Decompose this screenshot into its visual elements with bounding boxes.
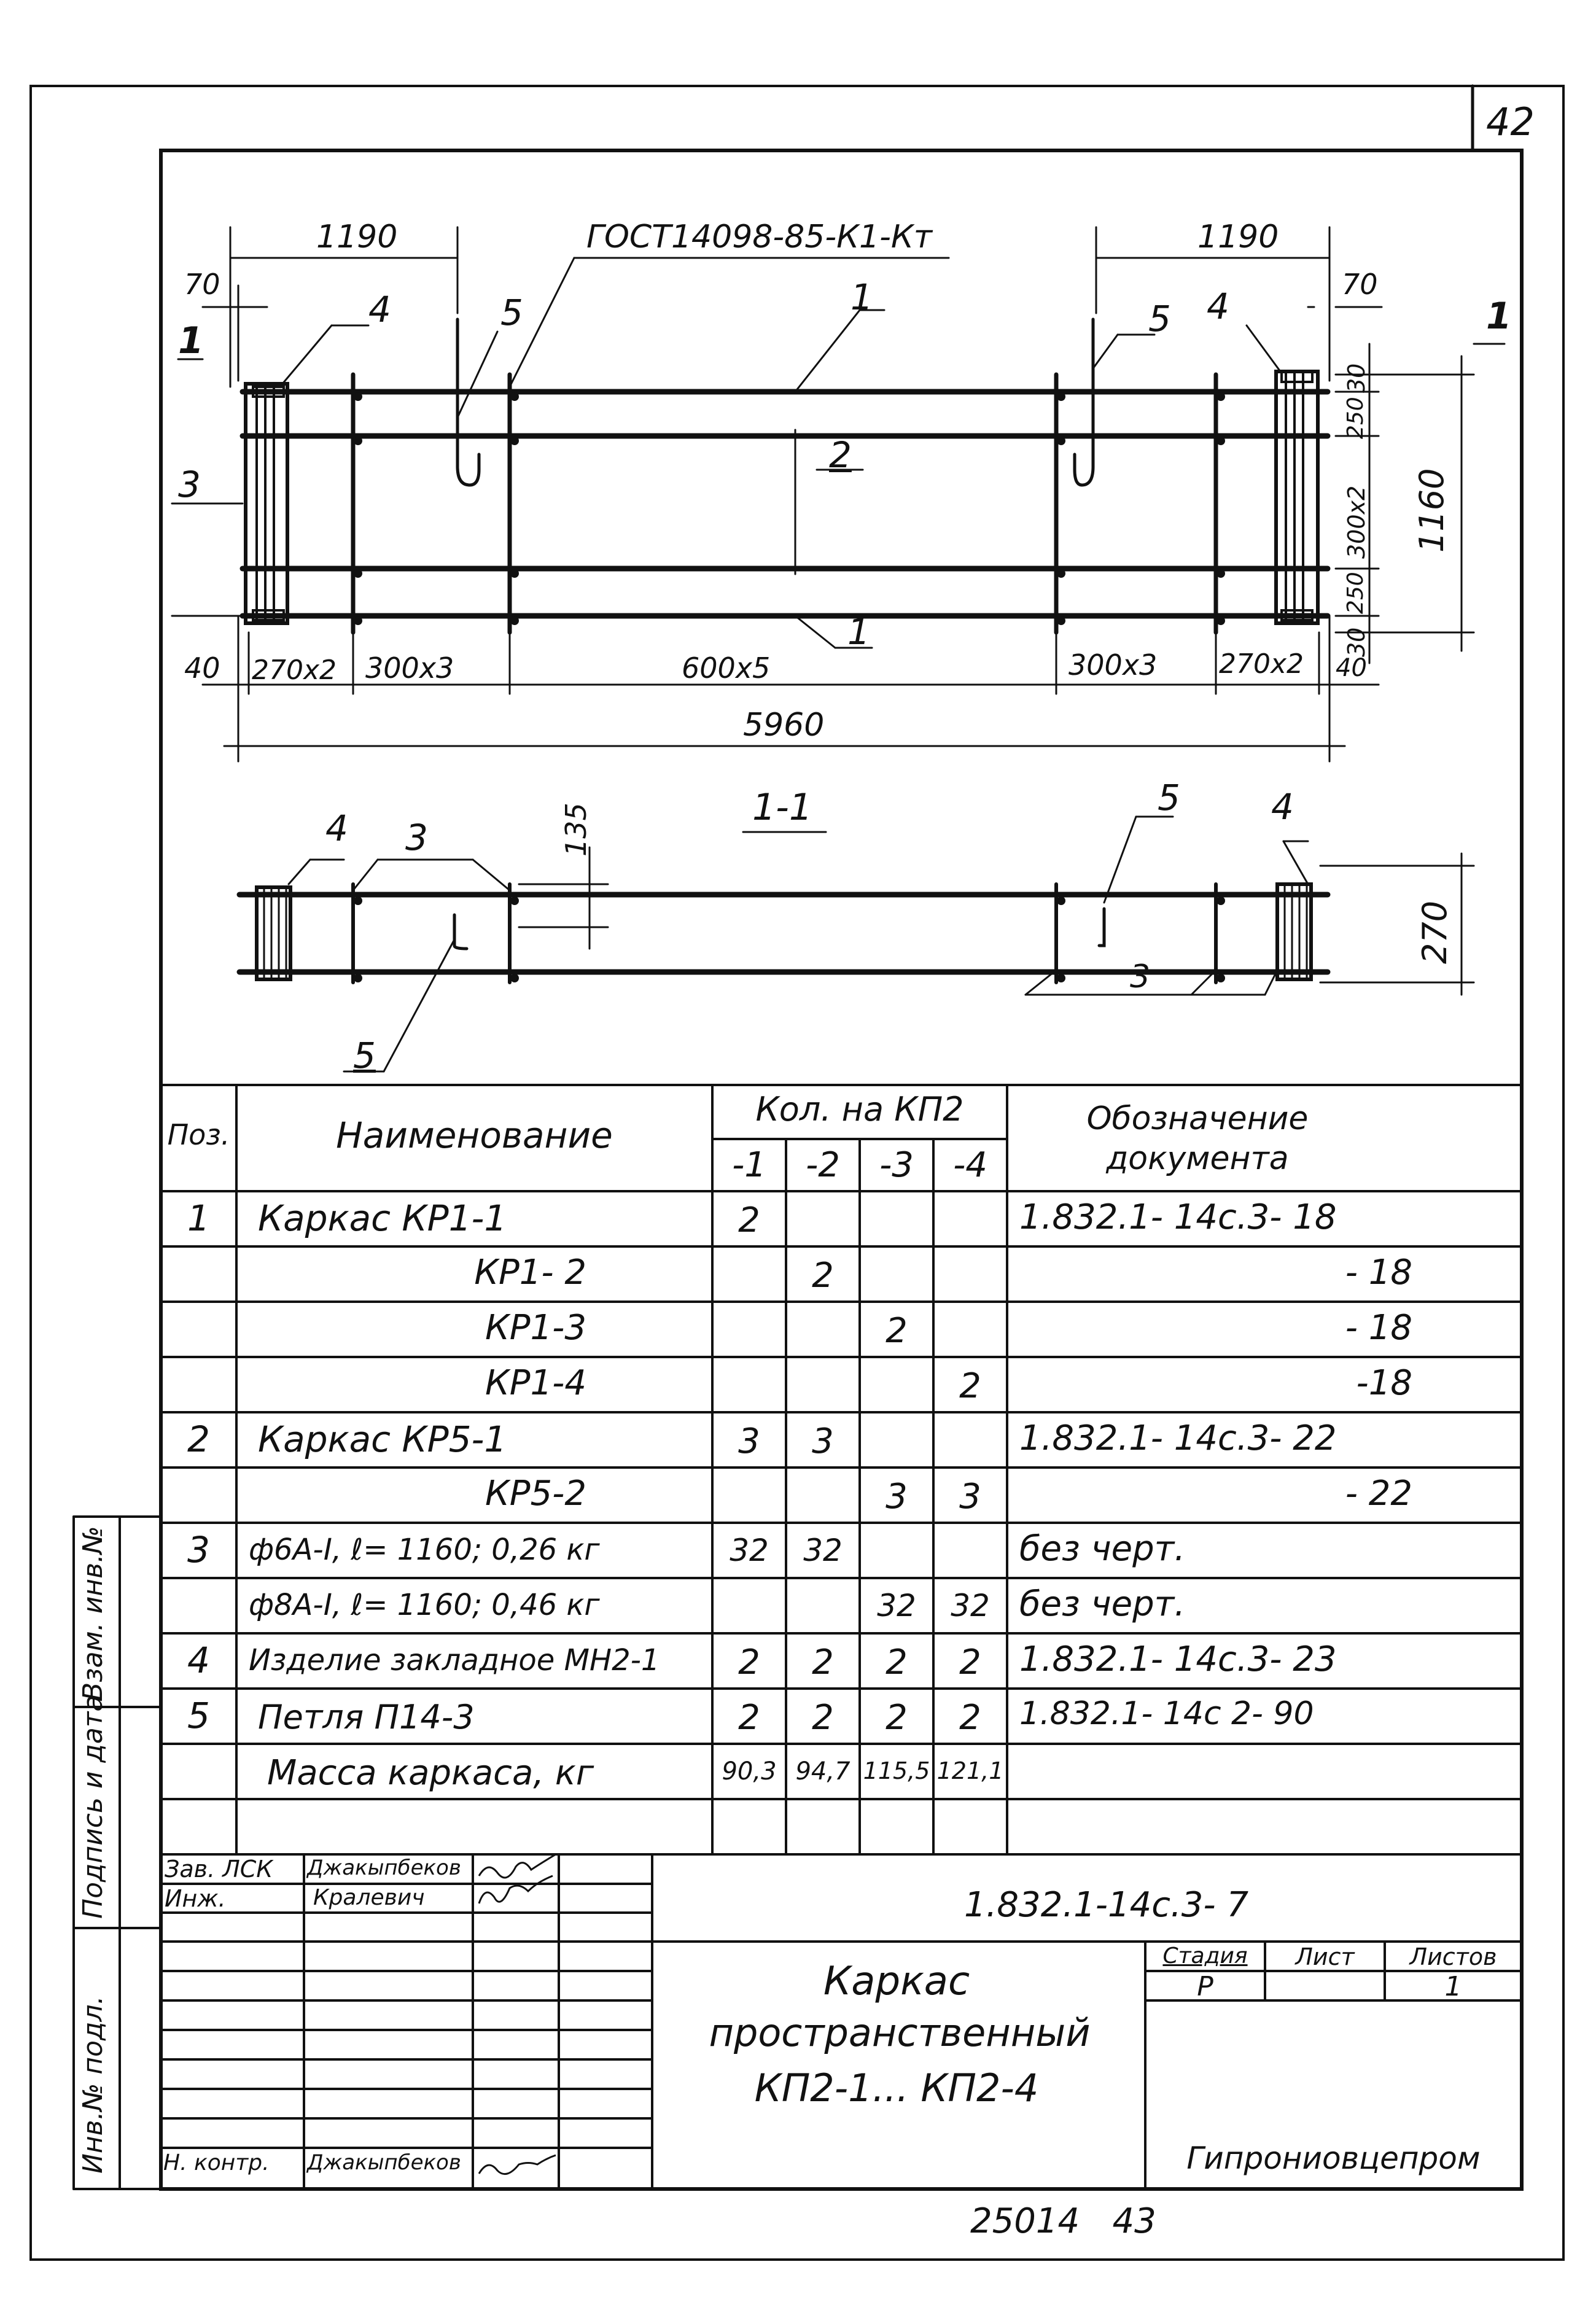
weld-dot — [1216, 896, 1225, 905]
sidebar-original-inv: Инв.№ подл. — [77, 1996, 109, 2174]
dim-bottom-270x2-left: 270х2 — [252, 655, 337, 686]
row-3-name: КР1-3 — [485, 1308, 586, 1348]
weld-dot — [1216, 569, 1225, 578]
footer-number: 25014 43 — [970, 2201, 1156, 2241]
pos-label-2: 2 — [829, 434, 852, 476]
dim-top-left-1190: 1190 — [316, 219, 398, 255]
weld-dot — [510, 974, 519, 982]
dim-bottom-40-left: 40 — [184, 651, 220, 685]
row-9-doc: 1.832.1- 14с.3- 23 — [1019, 1639, 1337, 1679]
dim-bottom-300x3-right: 300х3 — [1069, 648, 1158, 682]
section-pos-5-left: 5 — [353, 1035, 376, 1076]
row-3-qty-3: 2 — [886, 1311, 908, 1351]
row-9-qty-2: 2 — [812, 1643, 834, 1682]
dim-top-left-70: 70 — [184, 268, 220, 301]
weld-dot — [1057, 437, 1065, 445]
row-1-doc: 1.832.1- 14с.3- 18 — [1019, 1197, 1337, 1237]
name-head-lsk: Джакыпбеков — [307, 1856, 461, 1880]
role-engineer: Инж. — [165, 1885, 226, 1912]
row-10-qty-2: 2 — [812, 1698, 834, 1738]
row-10-qty-3: 2 — [886, 1698, 908, 1738]
row-5-qty-2: 3 — [812, 1421, 834, 1461]
weld-dot — [1057, 896, 1065, 905]
section-dim-135: 135 — [559, 803, 593, 857]
pos-label-1-top: 1 — [851, 276, 873, 318]
row-11-qty-1: 90,3 — [722, 1757, 777, 1786]
row-7-qty-2: 32 — [803, 1533, 843, 1568]
row-6-qty-3: 3 — [886, 1477, 908, 1517]
pos-label-3: 3 — [178, 464, 201, 505]
row-5-pos: 2 — [187, 1418, 210, 1460]
spec-header-qty-col-4: -4 — [953, 1145, 987, 1185]
pos-label-5-right: 5 — [1148, 298, 1171, 340]
sidebar-signature-date: Подпись и дата — [77, 1695, 109, 1919]
role-norm-control: Н. контр. — [163, 2150, 270, 2175]
dim-right-30-top: 30 — [1343, 363, 1370, 393]
weld-dot — [1057, 616, 1065, 625]
sheets-value: 1 — [1444, 1971, 1462, 2002]
row-3-doc: - 18 — [1345, 1308, 1412, 1348]
weld-dot — [510, 392, 519, 401]
row-5-name: Каркас КР5-1 — [258, 1418, 507, 1460]
pos-label-4-left: 4 — [368, 289, 391, 330]
section-pos-5-right: 5 — [1158, 777, 1180, 818]
spec-header-doc: Обозначение документа — [1086, 1100, 1309, 1177]
section-mark-left: 1 — [178, 319, 204, 362]
row-7-doc: без черт. — [1019, 1529, 1186, 1569]
row-9-name: Изделие закладное МН2-1 — [249, 1643, 660, 1678]
row-8-qty-4: 32 — [951, 1588, 990, 1623]
weld-dot — [354, 616, 362, 625]
spec-header-qty-col-2: -2 — [806, 1145, 840, 1185]
spec-header-qty-col-1: -1 — [732, 1145, 766, 1185]
dim-right-30-bottom: 30 — [1343, 627, 1370, 657]
title-line-1: Каркас — [823, 1959, 970, 2004]
row-6-name: КР5-2 — [485, 1474, 586, 1514]
row-11-qty-4: 121,1 — [936, 1757, 1004, 1784]
page-number: 42 — [1486, 99, 1535, 144]
row-6-doc: - 22 — [1345, 1474, 1412, 1514]
spec-header-qty-col-3: -3 — [879, 1145, 914, 1185]
weld-dot — [1057, 974, 1065, 982]
row-4-doc: -18 — [1356, 1363, 1412, 1403]
stage-value: Р — [1197, 1971, 1213, 2002]
row-9-pos: 4 — [187, 1639, 210, 1681]
pos-label-4-right: 4 — [1207, 286, 1229, 327]
row-10-name: Петля П14-3 — [258, 1698, 475, 1736]
row-4-qty-4: 2 — [959, 1366, 981, 1406]
stage-label: Стадия — [1162, 1943, 1248, 1969]
row-5-qty-1: 3 — [738, 1421, 760, 1461]
section-mark-right: 1 — [1486, 295, 1512, 338]
weld-dot — [1216, 392, 1225, 401]
weld-dot — [1216, 974, 1225, 982]
weld-dot — [1216, 616, 1225, 625]
row-7-name: ф6А-I, ℓ= 1160; 0,26 кг — [249, 1533, 600, 1567]
name-norm-control: Джакыпбеков — [307, 2150, 461, 2175]
sidebar-replaced-inv: Взам. инв.№ — [77, 1526, 109, 1701]
section-pos-4-left: 4 — [325, 807, 348, 849]
dim-right-1160: 1160 — [1412, 468, 1451, 553]
row-2-qty-2: 2 — [812, 1256, 834, 1296]
weld-dot — [510, 569, 519, 578]
section-dim-270: 270 — [1415, 900, 1454, 964]
dim-bottom-40-right: 40 — [1336, 654, 1367, 682]
spec-header-pos: Поз. — [167, 1118, 230, 1151]
name-engineer: Кралевич — [313, 1885, 425, 1910]
title-line-3: КП2-1... КП2-4 — [754, 2066, 1039, 2110]
row-10-qty-1: 2 — [738, 1698, 760, 1738]
weld-dot — [1216, 437, 1225, 445]
row-10-pos: 5 — [187, 1695, 210, 1736]
row-11-name: Масса каркаса, кг — [267, 1753, 594, 1793]
dim-right-250-top: 250 — [1343, 397, 1368, 439]
pos-label-1-bottom: 1 — [847, 611, 870, 653]
row-2-doc: - 18 — [1345, 1253, 1412, 1293]
section-pos-4-right: 4 — [1271, 786, 1294, 828]
row-1-pos: 1 — [187, 1197, 210, 1239]
sheet-label: Лист — [1295, 1943, 1355, 1970]
row-10-qty-4: 2 — [959, 1698, 981, 1738]
dim-bottom-600x5: 600х5 — [682, 651, 771, 685]
row-8-name: ф8А-I, ℓ= 1160; 0,46 кг — [249, 1588, 600, 1622]
row-11-qty-3: 115,5 — [863, 1757, 930, 1784]
title-line-2: пространственный — [709, 2010, 1091, 2055]
weld-dot — [354, 437, 362, 445]
dim-bottom-300x3-left: 300х3 — [365, 651, 454, 685]
weld-dot — [1057, 569, 1065, 578]
row-4-name: КР1-4 — [485, 1363, 586, 1403]
section-title: 1-1 — [752, 786, 812, 829]
row-1-name: Каркас КР1-1 — [258, 1197, 507, 1239]
weld-dot — [354, 974, 362, 982]
spec-header-name: Наименование — [336, 1114, 613, 1156]
row-11-qty-2: 94,7 — [795, 1757, 851, 1786]
role-head-lsk: Зав. ЛСК — [165, 1856, 273, 1883]
gost-label: ГОСТ14098-85-К1-Кт — [586, 219, 933, 255]
dim-right-250-bottom: 250 — [1343, 572, 1368, 614]
row-1-qty-1: 2 — [738, 1200, 760, 1240]
row-6-qty-4: 3 — [959, 1477, 981, 1517]
weld-dot — [510, 616, 519, 625]
doc-code: 1.832.1-14с.3- 7 — [964, 1885, 1249, 1925]
dim-total-5960: 5960 — [743, 707, 825, 744]
row-7-pos: 3 — [187, 1529, 210, 1571]
dim-right-300x2: 300х2 — [1343, 485, 1370, 559]
section-pos-3-left: 3 — [405, 817, 428, 858]
pos-label-5-left: 5 — [500, 292, 523, 333]
weld-dot — [1057, 392, 1065, 401]
row-9-qty-1: 2 — [738, 1643, 760, 1682]
row-10-doc: 1.832.1- 14с 2- 90 — [1019, 1695, 1314, 1732]
weld-dot — [510, 437, 519, 445]
row-2-name: КР1- 2 — [474, 1253, 586, 1293]
row-5-doc: 1.832.1- 14с.3- 22 — [1019, 1418, 1337, 1458]
row-9-qty-3: 2 — [886, 1643, 908, 1682]
weld-dot — [354, 896, 362, 905]
organization: Гипрониовцепром — [1186, 2140, 1481, 2176]
row-7-qty-1: 32 — [730, 1533, 769, 1568]
sheets-label: Листов — [1409, 1943, 1497, 1970]
weld-dot — [354, 392, 362, 401]
row-8-doc: без черт. — [1019, 1584, 1186, 1624]
spec-header-qty: Кол. на КП2 — [755, 1090, 964, 1129]
dim-bottom-270x2-right: 270х2 — [1219, 648, 1304, 680]
row-8-qty-3: 32 — [877, 1588, 916, 1623]
dim-top-right-1190: 1190 — [1197, 219, 1279, 255]
weld-dot — [510, 896, 519, 905]
weld-dot — [354, 569, 362, 578]
section-pos-3-right: 3 — [1130, 958, 1151, 995]
dim-top-right-70: 70 — [1342, 268, 1378, 301]
row-9-qty-4: 2 — [959, 1643, 981, 1682]
